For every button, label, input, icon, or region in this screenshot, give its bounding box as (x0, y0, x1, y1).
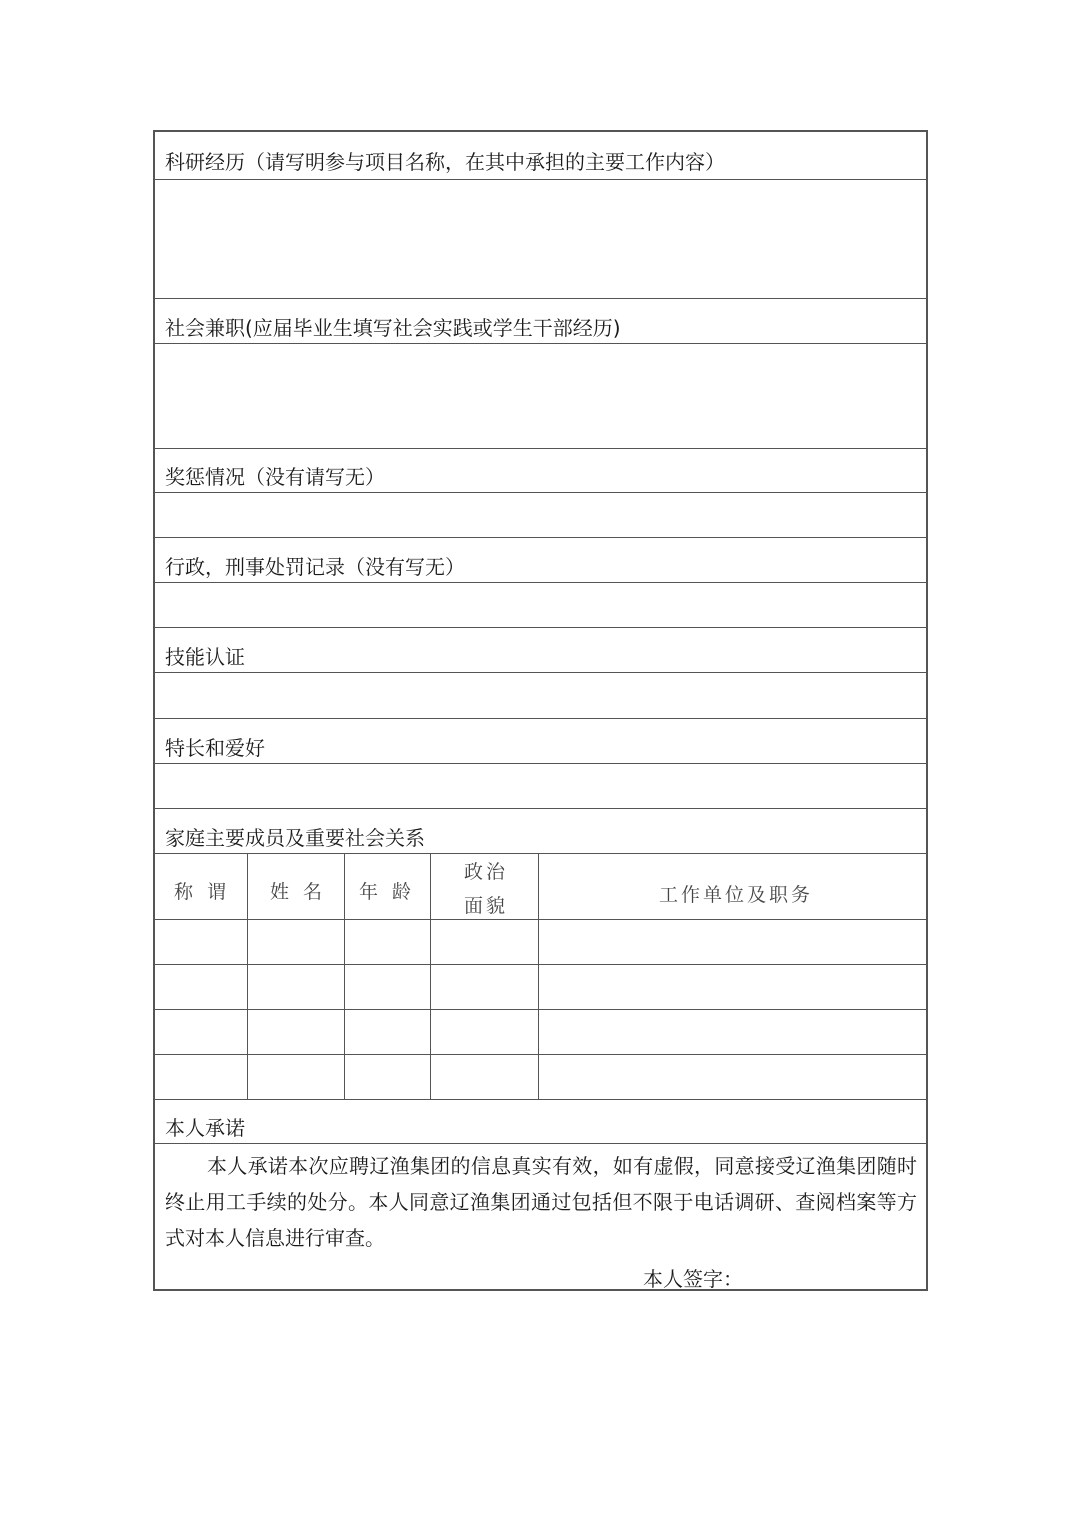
divider (155, 1143, 926, 1144)
signature-label: 本人签字： (643, 1267, 743, 1291)
pledge-title: 本人承诺 (165, 1116, 245, 1140)
table-cell-work-4[interactable] (539, 1055, 926, 1099)
skills-label: 技能认证 (165, 645, 245, 669)
table-cell-political-1[interactable] (431, 920, 538, 964)
divider (155, 808, 926, 809)
divider (155, 537, 926, 538)
social-field[interactable] (155, 344, 926, 448)
table-column-divider (344, 853, 345, 1099)
hobbies-field[interactable] (155, 764, 926, 808)
table-cell-relation-4[interactable] (155, 1055, 247, 1099)
research-label: 科研经历（请写明参与项目名称，在其中承担的主要工作内容） (165, 150, 725, 174)
table-cell-work-1[interactable] (539, 920, 926, 964)
header-relation: 称谓 (173, 881, 240, 903)
table-cell-work-3[interactable] (539, 1010, 926, 1054)
header-age: 年龄 (358, 881, 425, 903)
signature-field[interactable] (755, 1258, 920, 1288)
table-cell-political-4[interactable] (431, 1055, 538, 1099)
divider (155, 448, 926, 449)
table-cell-age-3[interactable] (345, 1010, 430, 1054)
awards-label: 奖惩情况（没有请写无） (165, 465, 385, 489)
table-cell-name-1[interactable] (248, 920, 344, 964)
divider (155, 627, 926, 628)
social-label: 社会兼职(应届毕业生填写社会实践或学生干部经历) (165, 316, 621, 340)
skills-field[interactable] (155, 673, 926, 718)
table-cell-age-4[interactable] (345, 1055, 430, 1099)
hobbies-label: 特长和爱好 (165, 736, 265, 760)
table-cell-work-2[interactable] (539, 965, 926, 1009)
application-form (153, 130, 928, 1291)
table-cell-age-1[interactable] (345, 920, 430, 964)
table-cell-relation-1[interactable] (155, 920, 247, 964)
awards-field[interactable] (155, 493, 926, 537)
table-cell-name-3[interactable] (248, 1010, 344, 1054)
table-column-divider (538, 853, 539, 1099)
table-cell-name-4[interactable] (248, 1055, 344, 1099)
research-field[interactable] (155, 180, 926, 298)
header-political-line1: 政治 (463, 861, 508, 883)
divider (155, 853, 926, 854)
penalties-label: 行政，刑事处罚记录（没有写无） (165, 555, 465, 579)
table-cell-relation-3[interactable] (155, 1010, 247, 1054)
pledge-text: 本人承诺本次应聘辽渔集团的信息真实有效，如有虚假，同意接受辽渔集团随时终止用工手续的处分。本人同意辽渔集团通过包括但不限于电话调研、查阅档案等方式对本人信息进行审查。 (165, 1154, 917, 1250)
table-cell-political-2[interactable] (431, 965, 538, 1009)
header-political-line2: 面貌 (463, 895, 508, 917)
table-cell-relation-2[interactable] (155, 965, 247, 1009)
table-cell-age-2[interactable] (345, 965, 430, 1009)
table-column-divider (247, 853, 248, 1099)
table-cell-political-3[interactable] (431, 1010, 538, 1054)
divider (155, 718, 926, 719)
penalties-field[interactable] (155, 583, 926, 627)
divider (155, 298, 926, 299)
table-row-divider (155, 1099, 926, 1100)
header-work: 工作单位及职务 (659, 884, 814, 906)
header-name: 姓名 (269, 881, 336, 903)
family-label: 家庭主要成员及重要社会关系 (165, 826, 425, 850)
table-cell-name-2[interactable] (248, 965, 344, 1009)
table-column-divider (430, 853, 431, 1099)
